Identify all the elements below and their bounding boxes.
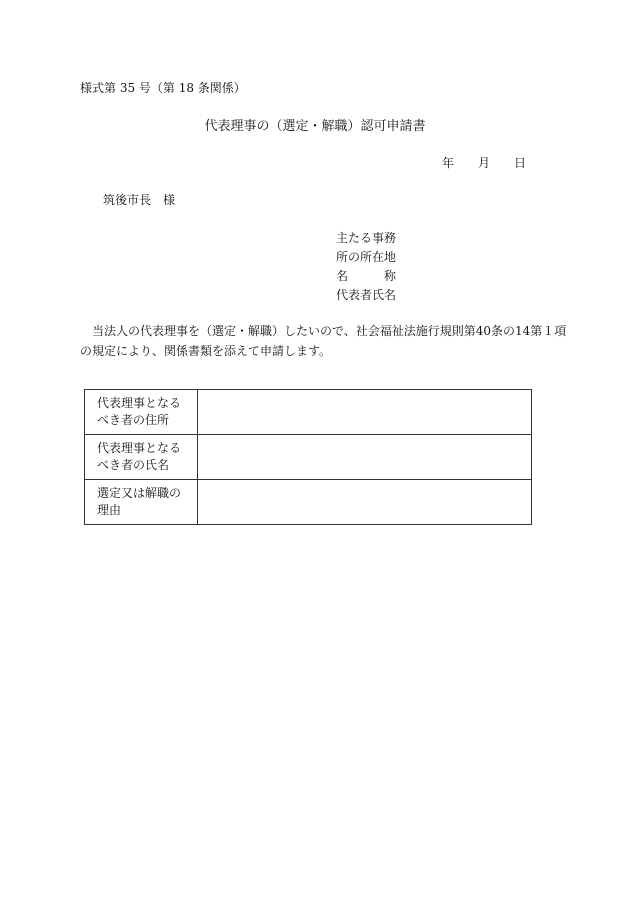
label-line: 理由 [97, 503, 122, 517]
label-line: べき者の氏名 [97, 458, 170, 472]
date-month: 月 [478, 156, 491, 170]
label-line: 代表理事となる [97, 396, 182, 410]
label-line: べき者の住所 [97, 413, 170, 427]
reason-value-cell[interactable] [198, 480, 532, 525]
date-year: 年 [442, 156, 455, 170]
office-address-label-line1: 主たる事務 [336, 231, 397, 245]
document-title: 代表理事の（選定・解職）認可申請書 [204, 119, 426, 134]
body-line-2: の規定により、関係書類を添えて申請します。 [80, 344, 332, 358]
table-row [85, 480, 532, 525]
date-line [442, 155, 526, 171]
form-number: 様式第 35 号（第 18 条関係） [80, 81, 246, 95]
table-row [85, 435, 532, 480]
table-row [85, 390, 532, 435]
addressee: 筑後市長 様 [103, 193, 176, 207]
label-line: 代表理事となる [97, 441, 182, 455]
table-row-label [85, 480, 198, 525]
organization-name-label: 名 称 [336, 269, 397, 283]
table-row-label [85, 390, 198, 435]
application-table [84, 389, 532, 525]
office-address-label-line2: 所の所在地 [336, 250, 397, 264]
body-line-1: 当法人の代表理事を（選定・解職）したいので、社会福祉法施行規則第40条の14第１項 [92, 324, 567, 338]
address-value-cell[interactable] [198, 390, 532, 435]
name-value-cell[interactable] [198, 435, 532, 480]
body-paragraph [80, 321, 566, 361]
label-line: 選定又は解職の [97, 486, 182, 500]
date-day: 日 [514, 156, 527, 170]
representative-name-label: 代表者氏名 [336, 288, 397, 302]
applicant-block [336, 229, 396, 305]
table-row-label [85, 435, 198, 480]
